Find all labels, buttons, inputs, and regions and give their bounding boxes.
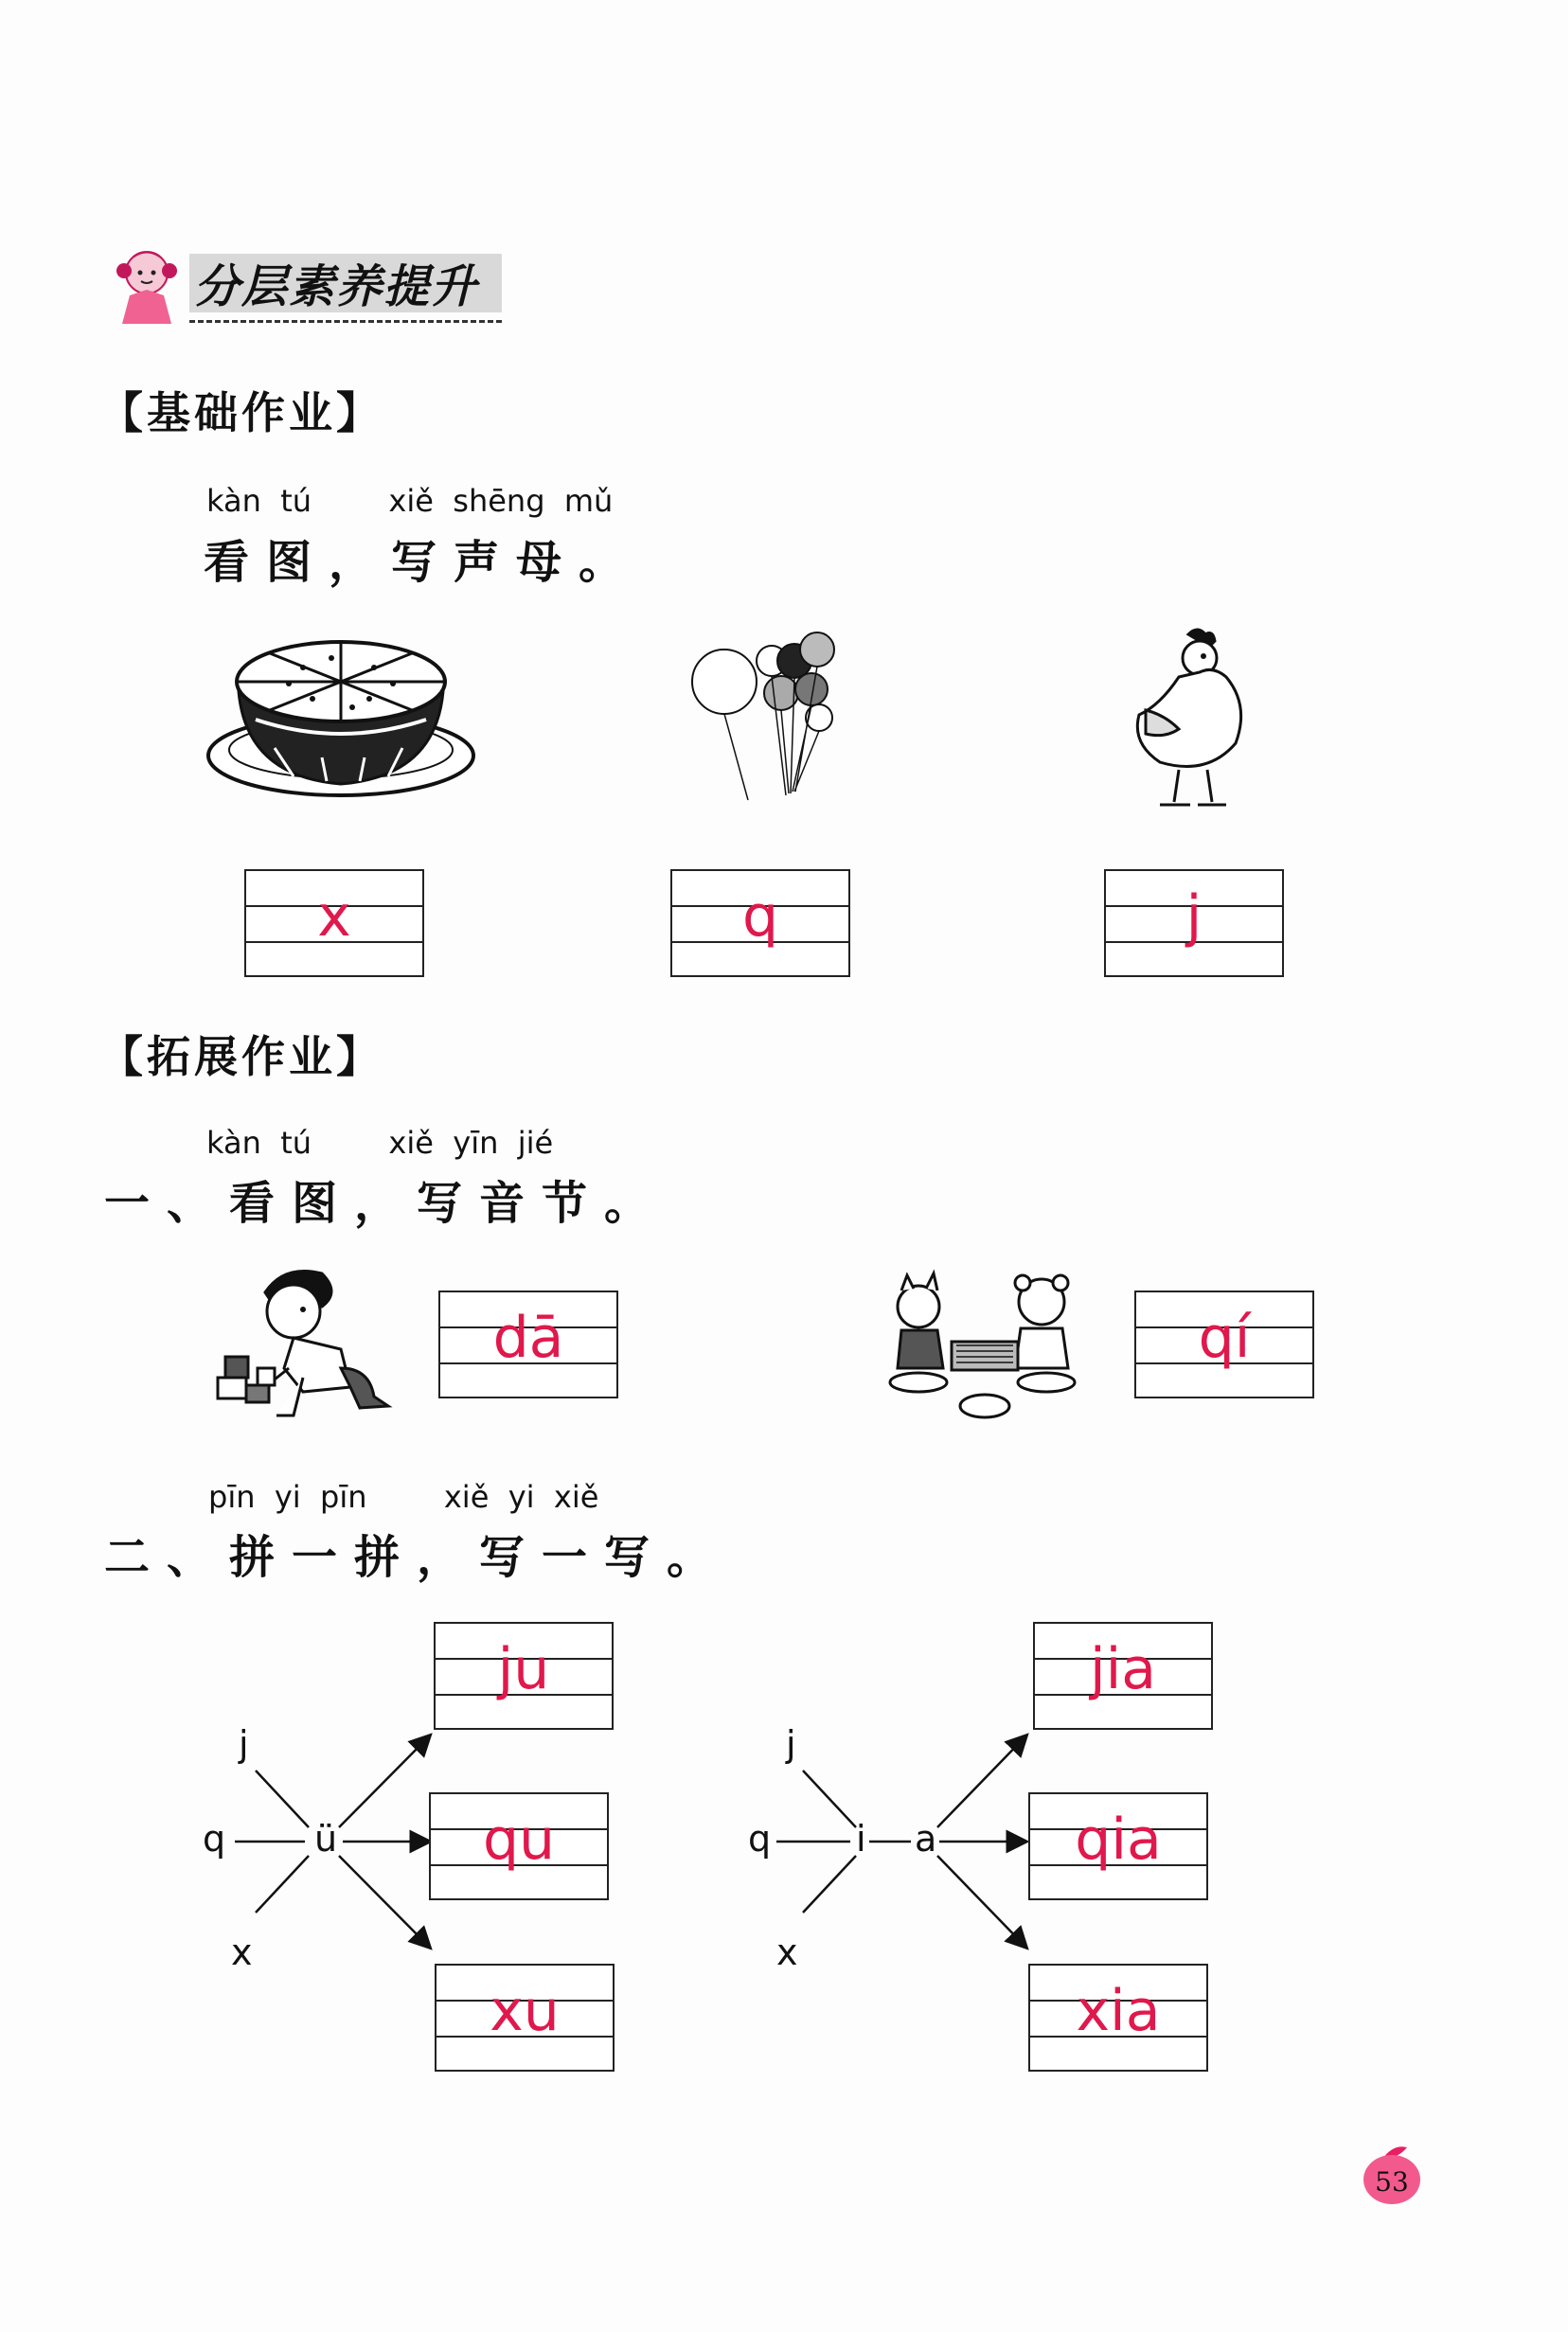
right-initial-j: j <box>786 1723 796 1765</box>
answer-text: ju <box>497 1636 550 1702</box>
answer-text: jia <box>1089 1636 1157 1702</box>
answer-text: qí <box>1198 1305 1251 1371</box>
answer-box-xu[interactable] <box>435 1964 615 2072</box>
balloons-icon <box>686 615 847 814</box>
answer-text: x <box>317 883 351 950</box>
answer-text: dā <box>492 1305 564 1371</box>
answer-box-jia[interactable] <box>1033 1622 1213 1730</box>
hen-icon <box>1122 620 1255 814</box>
answer-text: qu <box>482 1807 556 1873</box>
answer-text: xia <box>1076 1978 1161 2044</box>
page-number: 53 <box>1375 2166 1409 2198</box>
basic-instruction-pinyin: kàn tú xiě shēng mǔ <box>206 483 614 519</box>
right-medial-i: i <box>856 1818 866 1860</box>
banner-underline <box>189 320 502 323</box>
answer-text: j <box>1185 883 1203 950</box>
page-number-badge <box>1363 2147 1424 2208</box>
right-final-a: a <box>915 1818 937 1860</box>
q1-instruction: 一、看图，写音节。 <box>104 1177 668 1230</box>
right-initial-x: x <box>776 1931 798 1973</box>
section-banner <box>99 237 516 331</box>
q2-pinyin: pīn yi pīn xiě yi xiě <box>208 1479 599 1515</box>
q2-instruction: 二、拼一拼，写一写。 <box>104 1531 730 1584</box>
answer-box-building[interactable] <box>438 1291 618 1398</box>
answer-box-hen[interactable] <box>1104 869 1284 977</box>
extended-section-title: 【拓展作业】 <box>99 1031 383 1082</box>
left-final-u-umlaut: ü <box>314 1818 338 1860</box>
answer-box-qu[interactable] <box>429 1792 609 1900</box>
answer-text: xu <box>490 1978 560 2044</box>
left-initial-j: j <box>239 1723 249 1765</box>
q1-pinyin: kàn tú xiě yīn jié <box>206 1125 554 1161</box>
banner-title: 分层素养提升 <box>194 260 479 313</box>
left-initial-x: x <box>231 1931 253 1973</box>
watermelon-icon <box>199 615 483 814</box>
animals-playing-chess-icon <box>881 1264 1089 1430</box>
basic-instruction: 看图，写声母。 <box>204 536 642 589</box>
answer-box-xia[interactable] <box>1028 1964 1208 2072</box>
left-spelling-arrows <box>189 1704 436 1979</box>
answer-text: qia <box>1075 1807 1162 1873</box>
boy-building-blocks-icon <box>208 1264 398 1430</box>
answer-box-qia[interactable] <box>1028 1792 1208 1900</box>
answer-box-balloons[interactable] <box>670 869 850 977</box>
right-initial-q: q <box>748 1818 772 1860</box>
answer-box-watermelon[interactable] <box>244 869 424 977</box>
answer-box-chess[interactable] <box>1134 1291 1314 1398</box>
left-initial-q: q <box>203 1818 226 1860</box>
girl-mascot-icon <box>99 237 194 331</box>
answer-text: q <box>741 883 779 950</box>
answer-box-ju[interactable] <box>434 1622 614 1730</box>
basic-section-title: 【基础作业】 <box>99 387 383 438</box>
